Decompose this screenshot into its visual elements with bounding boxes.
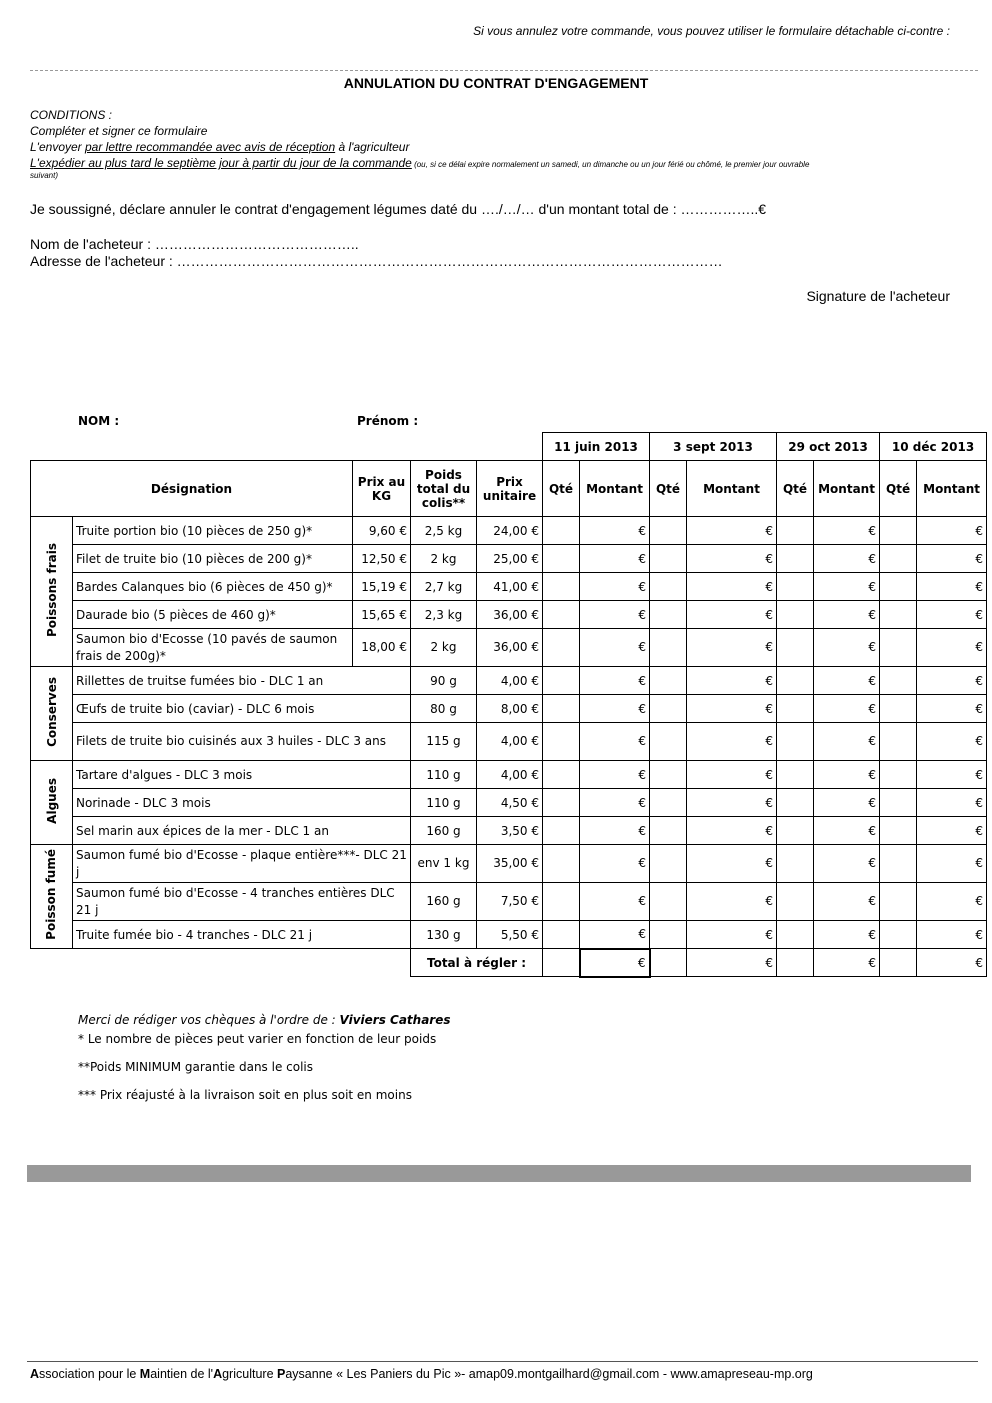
designation-header: Désignation: [31, 461, 353, 517]
qty-header: Qté: [543, 461, 580, 517]
amount-cell[interactable]: €: [814, 695, 880, 723]
page-title: ANNULATION DU CONTRAT D'ENGAGEMENT: [343, 75, 649, 91]
unit-price: 4,00 €: [477, 667, 543, 695]
price-per-kg: 15,19 €: [353, 573, 411, 601]
package-weight: 2,5 kg: [411, 517, 477, 545]
amount-cell[interactable]: €: [917, 629, 987, 667]
price-per-kg: 18,00 €: [353, 629, 411, 667]
qty-header: Qté: [650, 461, 687, 517]
qty-cell[interactable]: [543, 545, 580, 573]
conditions-heading: CONDITIONS :: [30, 108, 113, 122]
product-row: [31, 845, 987, 883]
amount-header: Montant: [687, 461, 777, 517]
qty-cell[interactable]: [880, 921, 917, 949]
qty-cell[interactable]: [543, 723, 580, 761]
qty-cell[interactable]: [543, 883, 580, 921]
amount-header: Montant: [580, 461, 650, 517]
qty-cell[interactable]: [880, 601, 917, 629]
product-name: Truite fumée bio - 4 tranches - DLC 21 j: [73, 921, 411, 949]
package-weight: 80 g: [411, 695, 477, 723]
footer-rule: [27, 1361, 978, 1362]
buyer-address-field: Adresse de l'acheteur : ………………………………………………………………………………………………………: [30, 253, 723, 269]
cut-line: [30, 70, 978, 71]
qty-cell[interactable]: [777, 817, 814, 845]
group-label: Algues: [44, 778, 59, 824]
qty-cell[interactable]: [880, 761, 917, 789]
unit-price: 3,50 €: [477, 817, 543, 845]
product-name: Truite portion bio (10 pièces de 250 g)*: [73, 517, 353, 545]
qty-cell[interactable]: [777, 601, 814, 629]
package-weight: 110 g: [411, 789, 477, 817]
product-row: [31, 601, 987, 629]
amount-cell[interactable]: €: [687, 921, 777, 949]
product-row: [31, 723, 987, 761]
amount-cell[interactable]: €: [814, 789, 880, 817]
amount-cell[interactable]: €: [687, 845, 777, 883]
amount-cell[interactable]: €: [687, 601, 777, 629]
product-row: [31, 517, 987, 545]
price-per-kg: 9,60 €: [353, 517, 411, 545]
amount-cell[interactable]: €: [814, 545, 880, 573]
amount-cell[interactable]: €: [687, 761, 777, 789]
amount-cell[interactable]: €: [814, 817, 880, 845]
package-weight: 110 g: [411, 761, 477, 789]
package-weight: 2,7 kg: [411, 573, 477, 601]
condition-line-3-cont: suivant): [30, 171, 59, 180]
package-weight: 2,3 kg: [411, 601, 477, 629]
qty-cell[interactable]: [650, 629, 687, 667]
date-header: 11 juin 2013: [543, 433, 650, 461]
qty-cell[interactable]: [650, 601, 687, 629]
qty-cell[interactable]: [650, 761, 687, 789]
qty-cell[interactable]: [777, 629, 814, 667]
qty-cell[interactable]: [543, 517, 580, 545]
amount-cell[interactable]: €: [814, 517, 880, 545]
qty-cell[interactable]: [650, 789, 687, 817]
qty-cell[interactable]: [777, 695, 814, 723]
qty-cell[interactable]: [543, 845, 580, 883]
product-row: [31, 695, 987, 723]
product-name: Œufs de truite bio (caviar) - DLC 6 mois: [73, 695, 411, 723]
unit-price: 4,00 €: [477, 723, 543, 761]
qty-cell[interactable]: [777, 921, 814, 949]
group-label-cell: [31, 667, 73, 761]
group-label: Poissons frais: [44, 542, 59, 638]
amount-cell[interactable]: €: [814, 723, 880, 761]
qty-cell[interactable]: [543, 789, 580, 817]
qty-header: Qté: [880, 461, 917, 517]
amount-header: Montant: [814, 461, 880, 517]
qty-cell[interactable]: [880, 573, 917, 601]
amount-cell[interactable]: €: [814, 883, 880, 921]
product-name: Filets de truite bio cuisinés aux 3 huiles - DLC 3 ans: [73, 723, 411, 761]
qty-cell[interactable]: [777, 845, 814, 883]
amount-cell[interactable]: €: [917, 667, 987, 695]
package-weight: 90 g: [411, 667, 477, 695]
product-row: [31, 921, 987, 949]
package-weight: env 1 kg: [411, 845, 477, 883]
product-row: [31, 789, 987, 817]
qty-cell[interactable]: [880, 789, 917, 817]
unit-price: 25,00 €: [477, 545, 543, 573]
amount-cell[interactable]: €: [814, 573, 880, 601]
amount-cell[interactable]: €: [687, 723, 777, 761]
amount-cell[interactable]: €: [580, 921, 650, 949]
qty-cell[interactable]: [543, 629, 580, 667]
product-name: Bardes Calanques bio (6 pièces de 450 g)*: [73, 573, 353, 601]
amount-cell[interactable]: €: [580, 883, 650, 921]
qty-cell[interactable]: [880, 695, 917, 723]
product-name: Norinade - DLC 3 mois: [73, 789, 411, 817]
amount-cell[interactable]: €: [917, 517, 987, 545]
amount-cell[interactable]: €: [917, 545, 987, 573]
footnote-3: *** Prix réajusté à la livraison soit en plus soit en moins: [78, 1088, 412, 1102]
amount-cell[interactable]: €: [687, 667, 777, 695]
amount-cell[interactable]: €: [814, 601, 880, 629]
condition-line-1: Compléter et signer ce formulaire: [30, 124, 208, 138]
amount-cell[interactable]: €: [814, 761, 880, 789]
qty-cell[interactable]: [650, 573, 687, 601]
cheque-note: Merci de rédiger vos chèques à l'ordre de : Viviers Cathares: [78, 1013, 451, 1027]
qty-cell[interactable]: [543, 817, 580, 845]
product-name: Tartare d'algues - DLC 3 mois: [73, 761, 411, 789]
amount-cell[interactable]: €: [687, 817, 777, 845]
qty-cell[interactable]: [880, 667, 917, 695]
total-row: [31, 949, 987, 977]
product-name: Daurade bio (5 pièces de 460 g)*: [73, 601, 353, 629]
amount-cell[interactable]: €: [917, 761, 987, 789]
amount-cell[interactable]: €: [917, 845, 987, 883]
amount-cell[interactable]: €: [580, 761, 650, 789]
group-label-cell: [31, 845, 73, 949]
date-header: 3 sept 2013: [650, 433, 777, 461]
date-header-row: [31, 433, 987, 461]
price-per-kg: 15,65 €: [353, 601, 411, 629]
amount-cell[interactable]: €: [687, 545, 777, 573]
amount-cell[interactable]: €: [917, 601, 987, 629]
footer-text: Association pour le Maintien de l'Agriculture Paysanne « Les Paniers du Pic »- amap09.montgailhard@gmail.com - www.amapreseau-mp.org: [30, 1367, 813, 1381]
declaration-text: Je soussigné, déclare annuler le contrat d'engagement légumes daté du …./…/… d'un montant total de : ……………..€: [30, 201, 767, 217]
product-row: [31, 817, 987, 845]
product-name: Filet de truite bio (10 pièces de 200 g)*: [73, 545, 353, 573]
amount-cell[interactable]: €: [580, 573, 650, 601]
amount-cell[interactable]: €: [814, 667, 880, 695]
total-label: Total à régler :: [411, 949, 543, 977]
qty-cell[interactable]: [650, 883, 687, 921]
group-label: Poisson fumé: [44, 848, 58, 940]
qty-cell[interactable]: [777, 667, 814, 695]
qty-cell[interactable]: [650, 921, 687, 949]
qty-cell[interactable]: [543, 573, 580, 601]
product-name: Sel marin aux épices de la mer - DLC 1 an: [73, 817, 411, 845]
product-name: Rillettes de truitse fumées bio - DLC 1 an: [73, 667, 411, 695]
qty-cell[interactable]: [880, 545, 917, 573]
product-row: [31, 629, 987, 667]
unit-price-header: Prix unitaire: [477, 461, 543, 517]
unit-price: 5,50 €: [477, 921, 543, 949]
buyer-name-field: Nom de l'acheteur : ……………………………………..: [30, 236, 359, 252]
amount-cell[interactable]: €: [580, 517, 650, 545]
amount-cell[interactable]: €: [580, 789, 650, 817]
amount-cell[interactable]: €: [687, 573, 777, 601]
footnote-1: * Le nombre de pièces peut varier en fonction de leur poids: [78, 1032, 437, 1046]
qty-cell[interactable]: [543, 949, 580, 977]
amount-cell[interactable]: €: [580, 695, 650, 723]
amount-cell[interactable]: €: [814, 629, 880, 667]
amount-cell[interactable]: €: [687, 517, 777, 545]
amount-cell[interactable]: €: [814, 845, 880, 883]
nom-label: NOM :: [78, 414, 120, 428]
unit-price: 4,50 €: [477, 789, 543, 817]
qty-cell[interactable]: [777, 761, 814, 789]
price-per-kg-header: Prix au KG: [353, 461, 411, 517]
qty-cell[interactable]: [650, 667, 687, 695]
weight-header: Poids total du colis**: [411, 461, 477, 517]
product-name: Saumon fumé bio d'Ecosse - plaque entière***- DLC 21 j: [73, 845, 411, 883]
amount-cell[interactable]: €: [814, 921, 880, 949]
amount-cell[interactable]: €: [687, 695, 777, 723]
total-amount-cell[interactable]: €: [814, 949, 880, 977]
qty-cell[interactable]: [650, 817, 687, 845]
prenom-label: Prénom :: [357, 414, 419, 428]
amount-cell[interactable]: €: [580, 629, 650, 667]
qty-header: Qté: [777, 461, 814, 517]
amount-cell[interactable]: €: [917, 695, 987, 723]
package-weight: 2 kg: [411, 545, 477, 573]
qty-cell[interactable]: [543, 761, 580, 789]
qty-cell[interactable]: [543, 921, 580, 949]
order-table: [30, 432, 987, 978]
product-row: [31, 573, 987, 601]
amount-cell[interactable]: €: [917, 921, 987, 949]
package-weight: 2 kg: [411, 629, 477, 667]
qty-cell[interactable]: [650, 517, 687, 545]
condition-line-3: L'expédier au plus tard le septième jour à partir du jour de la commande (ou, si ce délai expire normalement un samedi, un dimanche ou un jour férié ou chômé, le premier jour ouvrable: [30, 156, 810, 170]
qty-cell[interactable]: [777, 789, 814, 817]
qty-cell[interactable]: [777, 883, 814, 921]
qty-cell[interactable]: [650, 949, 687, 977]
qty-cell[interactable]: [880, 517, 917, 545]
group-label-cell: [31, 517, 73, 667]
total-amount-cell[interactable]: €: [917, 949, 987, 977]
amount-cell[interactable]: €: [687, 629, 777, 667]
amount-cell[interactable]: €: [687, 883, 777, 921]
price-per-kg: 12,50 €: [353, 545, 411, 573]
qty-cell[interactable]: [650, 845, 687, 883]
product-row: [31, 761, 987, 789]
date-header: 10 déc 2013: [880, 433, 987, 461]
unit-price: 8,00 €: [477, 695, 543, 723]
unit-price: 41,00 €: [477, 573, 543, 601]
amount-header: Montant: [917, 461, 987, 517]
amount-cell[interactable]: €: [917, 573, 987, 601]
qty-cell[interactable]: [777, 517, 814, 545]
qty-cell[interactable]: [880, 883, 917, 921]
column-header-row: [31, 461, 987, 517]
header-note: Si vous annulez votre commande, vous pouvez utiliser le formulaire détachable ci-contre :: [473, 24, 950, 38]
product-row: [31, 883, 987, 921]
qty-cell[interactable]: [880, 629, 917, 667]
qty-cell[interactable]: [650, 545, 687, 573]
amount-cell[interactable]: €: [580, 817, 650, 845]
amount-cell[interactable]: €: [917, 883, 987, 921]
amount-cell[interactable]: €: [580, 601, 650, 629]
package-weight: 160 g: [411, 883, 477, 921]
signature-label: Signature de l'acheteur: [806, 288, 950, 304]
product-name: Saumon bio d'Ecosse (10 pavés de saumon frais de 200g)*: [73, 629, 353, 667]
amount-cell[interactable]: €: [917, 817, 987, 845]
qty-cell[interactable]: [543, 667, 580, 695]
package-weight: 130 g: [411, 921, 477, 949]
footnote-2: **Poids MINIMUM garantie dans le colis: [78, 1060, 314, 1074]
qty-cell[interactable]: [880, 845, 917, 883]
qty-cell[interactable]: [543, 601, 580, 629]
product-row: [31, 667, 987, 695]
qty-cell[interactable]: [543, 695, 580, 723]
amount-cell[interactable]: €: [687, 789, 777, 817]
group-label-cell: [31, 761, 73, 845]
amount-cell[interactable]: €: [580, 667, 650, 695]
unit-price: 35,00 €: [477, 845, 543, 883]
separator-bar: [27, 1165, 971, 1182]
date-header: 29 oct 2013: [777, 433, 880, 461]
qty-cell[interactable]: [650, 695, 687, 723]
qty-cell[interactable]: [777, 949, 814, 977]
qty-cell[interactable]: [777, 573, 814, 601]
total-amount-cell[interactable]: €: [687, 949, 777, 977]
condition-line-2: L'envoyer par lettre recommandée avec avis de réception à l'agriculteur: [30, 140, 410, 154]
amount-cell[interactable]: €: [917, 789, 987, 817]
unit-price: 36,00 €: [477, 629, 543, 667]
qty-cell[interactable]: [777, 545, 814, 573]
package-weight: 160 g: [411, 817, 477, 845]
unit-price: 7,50 €: [477, 883, 543, 921]
qty-cell[interactable]: [777, 723, 814, 761]
group-label: Conserves: [44, 677, 59, 747]
qty-cell[interactable]: [650, 723, 687, 761]
unit-price: 4,00 €: [477, 761, 543, 789]
amount-cell[interactable]: €: [580, 545, 650, 573]
product-name: Saumon fumé bio d'Ecosse - 4 tranches entières DLC 21 j: [73, 883, 411, 921]
unit-price: 36,00 €: [477, 601, 543, 629]
package-weight: 115 g: [411, 723, 477, 761]
unit-price: 24,00 €: [477, 517, 543, 545]
qty-cell[interactable]: [880, 723, 917, 761]
qty-cell[interactable]: [880, 949, 917, 977]
qty-cell[interactable]: [880, 817, 917, 845]
product-row: [31, 545, 987, 573]
amount-cell[interactable]: €: [580, 723, 650, 761]
amount-cell[interactable]: €: [917, 723, 987, 761]
total-amount-cell[interactable]: €: [580, 949, 650, 977]
amount-cell[interactable]: €: [580, 845, 650, 883]
